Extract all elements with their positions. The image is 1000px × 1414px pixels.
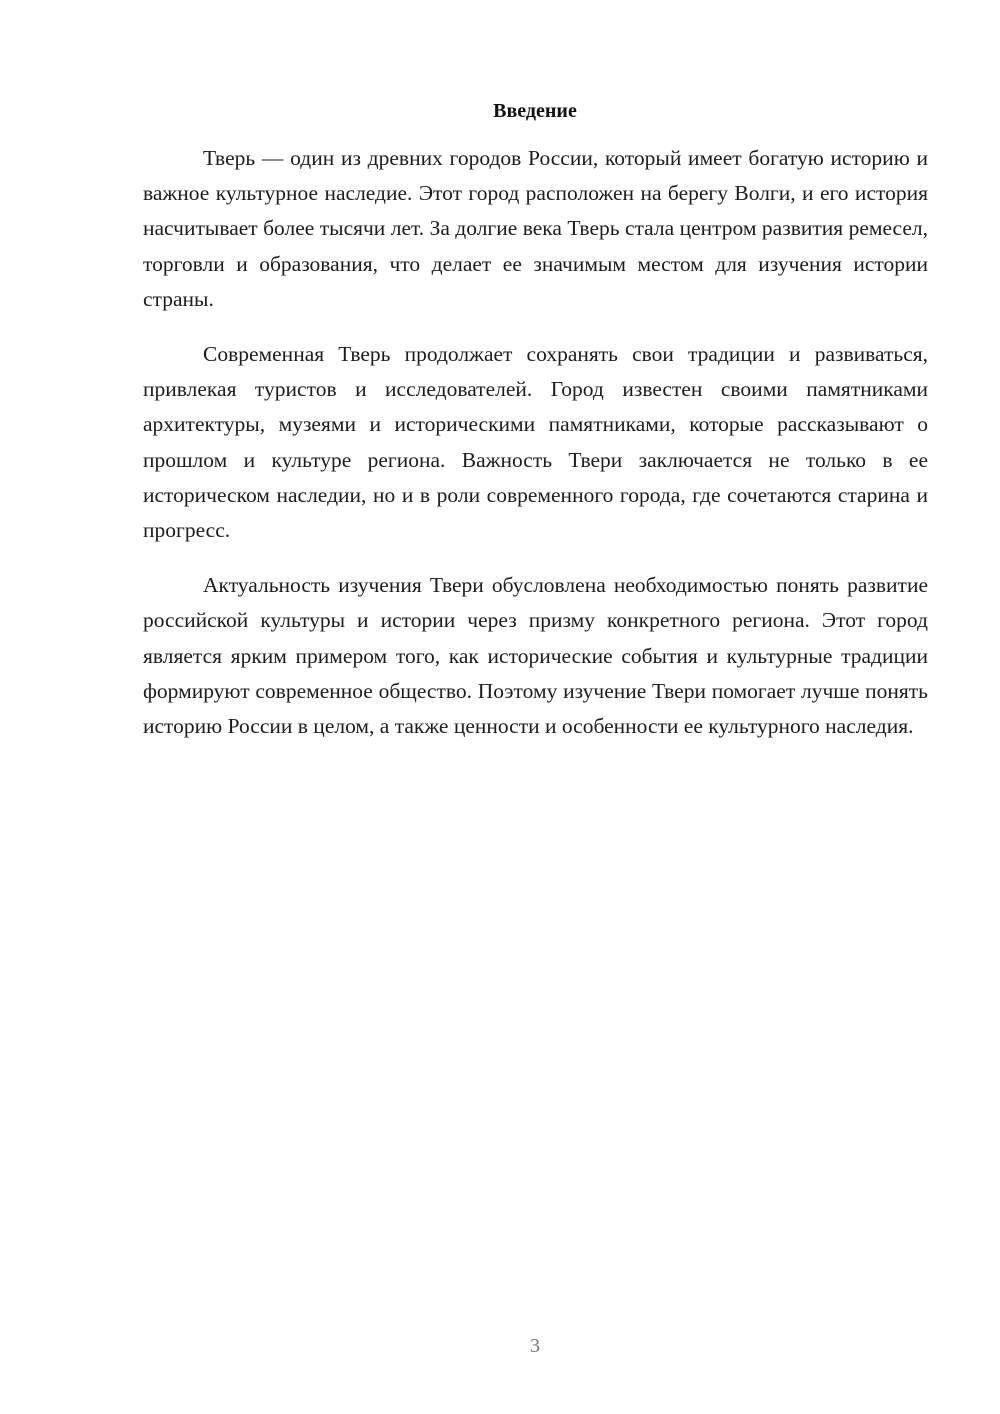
body-text (143, 141, 928, 764)
paragraph: Современная Тверь продолжает сохранять свои традиции и развиваться, привлекая туристов и исследователей. Город известен своими памятниками архитектуры, музеями и историческими памятниками, которые рассказывают о прошлом и культуре региона. Важность Твери заключается не только в ее историческом наследии, но и в роли современного города, где сочетаются старина и прогресс. (143, 342, 928, 543)
paragraph: Актуальность изучения Твери обусловлена необходимостью понять развитие российской культуры и истории через призму конкретного региона. Этот город является ярким примером того, как исторические события и культурные традиции формируют современное общество. Поэтому изучение Твери помогает лучше понять историю России в целом, а также ценности и особенности ее культурного наследия. (143, 573, 928, 739)
page-number: 3 (530, 1335, 540, 1357)
section-heading: Введение (493, 100, 577, 122)
paragraph: Тверь — один из древних городов России, который имеет богатую историю и важное культурное наследие. Этот город расположен на берегу Волги, и его история насчитывает более тысячи лет. За долгие века Тверь стала центром развития ремесел, торговли и образования, что делает ее значимым местом для изучения истории страны. (143, 146, 928, 311)
